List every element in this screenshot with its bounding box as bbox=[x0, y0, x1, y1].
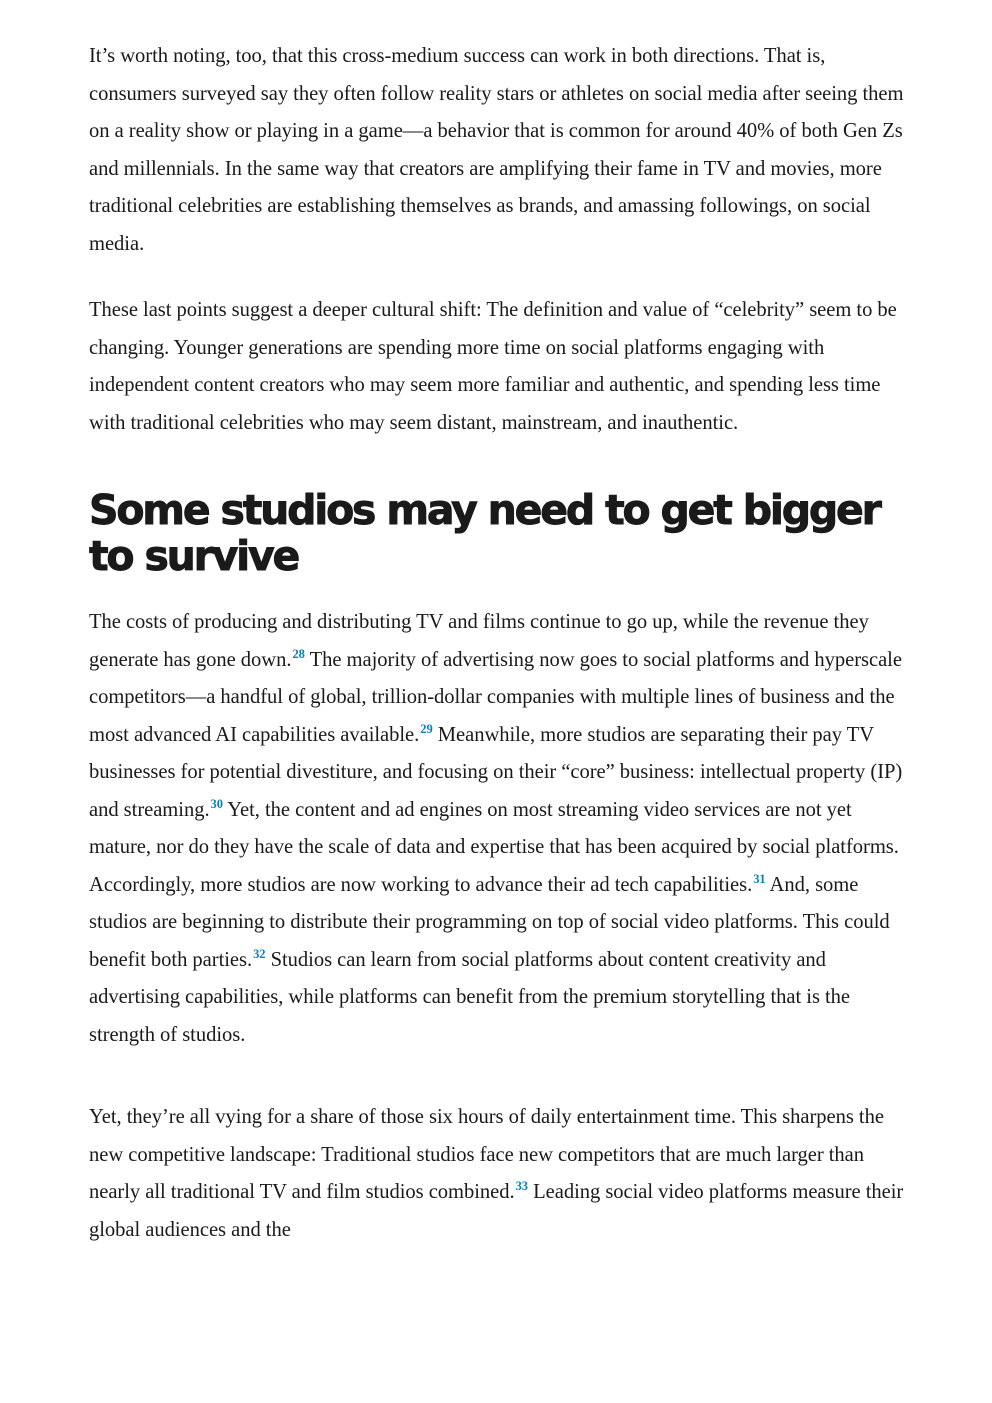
footnote-link-31[interactable]: 31 bbox=[753, 871, 766, 886]
footnote-link-29[interactable]: 29 bbox=[420, 721, 433, 736]
footnote-link-30[interactable]: 30 bbox=[210, 796, 223, 811]
text-segment: Leading social video platforms measure their global audiences and the bbox=[89, 1181, 904, 1241]
section-heading: Some studios may need to get bigger to survive bbox=[89, 486, 880, 580]
text-segment: Meanwhile, more studios are separating their pay TV businesses for potential divestiture, and focusing on their “core” business: intellectual property (IP) and streaming. bbox=[89, 723, 903, 821]
text-segment: The costs of producing and distributing TV and films continue to go up, while the revenue they generate has gone down. bbox=[89, 611, 869, 671]
text-segment: The majority of advertising now goes to social platforms and hyperscale competitors—a handful of global, trillion-dollar companies with multiple lines of business and the most advanced AI capabilities available. bbox=[89, 648, 902, 746]
text-segment: Studios can learn from social platforms about content creativity and advertising capabilities, while platforms can benefit from the premium storytelling that is the strength of studios. bbox=[89, 948, 851, 1046]
text-segment: Yet, they’re all vying for a share of those six hours of daily entertainment time. This sharpens the new competitive landscape: Traditional studios face new competitors that are much larger than nearly all traditional TV and film studios combined. bbox=[89, 1106, 884, 1203]
paragraph-cross-medium: It’s worth noting, too, that this cross-medium success can work in both directions. That is, consumers surveyed say they often follow reality stars or athletes on social media after seeing them on a reality show or playing in a game—a behavior that is common for around 40% of both Gen Zs and millennials. In the same way that creators are amplifying their fame in TV and movies, more traditional celebrities are establishing themselves as brands, and amassing followings, on social media. bbox=[89, 45, 904, 255]
article-page bbox=[89, 38, 904, 1249]
footnote-link-33[interactable]: 33 bbox=[515, 1179, 529, 1194]
text-segment: Yet, the content and ad engines on most streaming video services are not yet mature, nor do they have the scale of data and expertise that has been acquired by social platforms. Accordingly, more studios are now working to advance their ad tech capabilities. bbox=[89, 798, 899, 896]
footnote-link-32[interactable]: 32 bbox=[253, 946, 266, 961]
paragraph-studio-costs bbox=[89, 604, 904, 1054]
paragraph-cultural-shift: These last points suggest a deeper cultural shift: The definition and value of “celebrity” seem to be changing. Younger generations are spending more time on social platforms engaging with independent content creators who may seem more familiar and authentic, and spending less time with traditional celebrities who may seem distant, mainstream, and inauthentic. bbox=[89, 299, 897, 434]
footnote-link-28[interactable]: 28 bbox=[292, 646, 305, 661]
paragraph-competitive-landscape bbox=[89, 1099, 904, 1249]
text-segment: And, some studios are beginning to distribute their programming on top of social video platforms. This could benefit both parties. bbox=[89, 873, 890, 971]
